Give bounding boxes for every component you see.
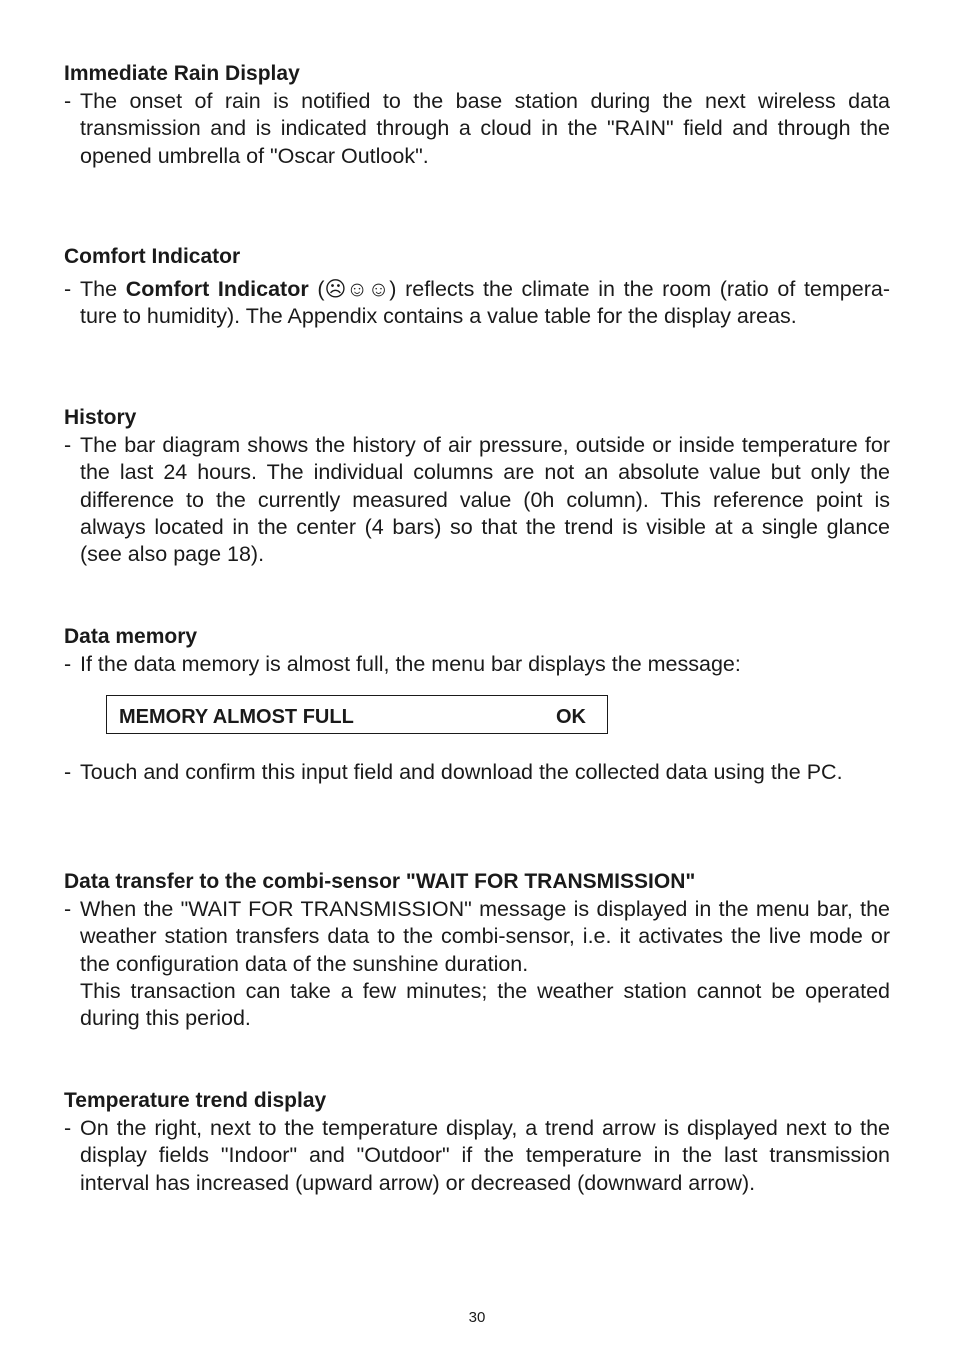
memory-text-1: If the data memory is almost full, the menu bar displays the message: [80,652,741,676]
trend-text: On the right, next to the temperature display, a trend arrow is displayed next to the display fields "Indoor" and "Outdoor" if the temperature in the last transmission interval has increased (upward arrow) or decreased (downward arrow). [80,1116,890,1195]
transfer-bullet [64,896,890,1032]
section-history [64,404,890,568]
ok-button[interactable]: OK [556,706,586,728]
heading-temperature-trend: Temperature trend display [64,1089,327,1112]
comfort-text: ) reflects the climate in the room (ratio of tempera-ture to humidity). The Appendix contains a value table for the display areas. [80,277,890,329]
rain-bullet [64,88,890,170]
comfort-prefix: The [80,277,118,301]
heading-comfort-indicator: Comfort Indicator [64,245,241,268]
memory-bullet-2 [64,759,890,786]
history-text: The bar diagram shows the history of air pressure, outside or inside temperature for the last 24 hours. The individual columns are not an absolute value but only the difference to the currently measured value (0h column). This reference point is always located in the center (4 bars) so that the trend is visible at a single glance (see also page 18). [80,433,890,567]
comfort-smiley-icons: ☹☺☺ [324,278,390,301]
transfer-text-2: This transaction can take a few minutes; the weather station cannot be operated during this period. [80,978,890,1031]
bullet-dash: - [64,897,72,921]
memory-bullet-1 [64,651,890,678]
page-number: 30 [468,1309,486,1326]
section-comfort-indicator [64,243,890,331]
trend-bullet [64,1115,890,1197]
memory-almost-full-field[interactable] [106,695,608,734]
history-bullet [64,432,890,568]
section-temperature-trend [64,1087,890,1197]
heading-rain-display: Immediate Rain Display [64,62,300,85]
bullet-dash: - [64,1116,72,1140]
section-data-transfer [64,868,890,1032]
bullet-dash: - [64,760,72,784]
heading-data-memory: Data memory [64,625,198,648]
comfort-bold-label: Comfort Indicator [125,277,309,301]
bullet-dash: - [64,277,72,301]
bullet-dash: - [64,652,72,676]
section-data-memory-cont [64,759,890,786]
transfer-text-1: When the "WAIT FOR TRANSMISSION" message is displayed in the menu bar, the weather station transfers data to the combi-sensor, i.e. it activates the live mode or the configuration data of the sunshine duration. [80,897,890,976]
memory-text-2: Touch and confirm this input field and download the collected data using the PC. [80,760,843,784]
heading-data-transfer: Data transfer to the combi-sensor "WAIT FOR TRANSMISSION" [64,870,696,893]
bullet-dash: - [64,89,72,113]
section-data-memory [64,623,890,678]
rain-text: The onset of rain is notified to the base station during the next wireless data transmission and is indicated through a cloud in the "RAIN" field and through the opened umbrella of "Oscar Outlook". [80,89,890,168]
heading-history: History [64,406,137,429]
comfort-bullet: - The Comfort Indicator (☹☺☺) reflects the climate in the room (ratio of tempera-ture to humidity). The Appendix contains a value table for the display areas. [64,277,890,329]
memory-message: MEMORY ALMOST FULL [119,706,354,728]
section-rain-display [64,60,890,170]
bullet-dash: - [64,433,72,457]
